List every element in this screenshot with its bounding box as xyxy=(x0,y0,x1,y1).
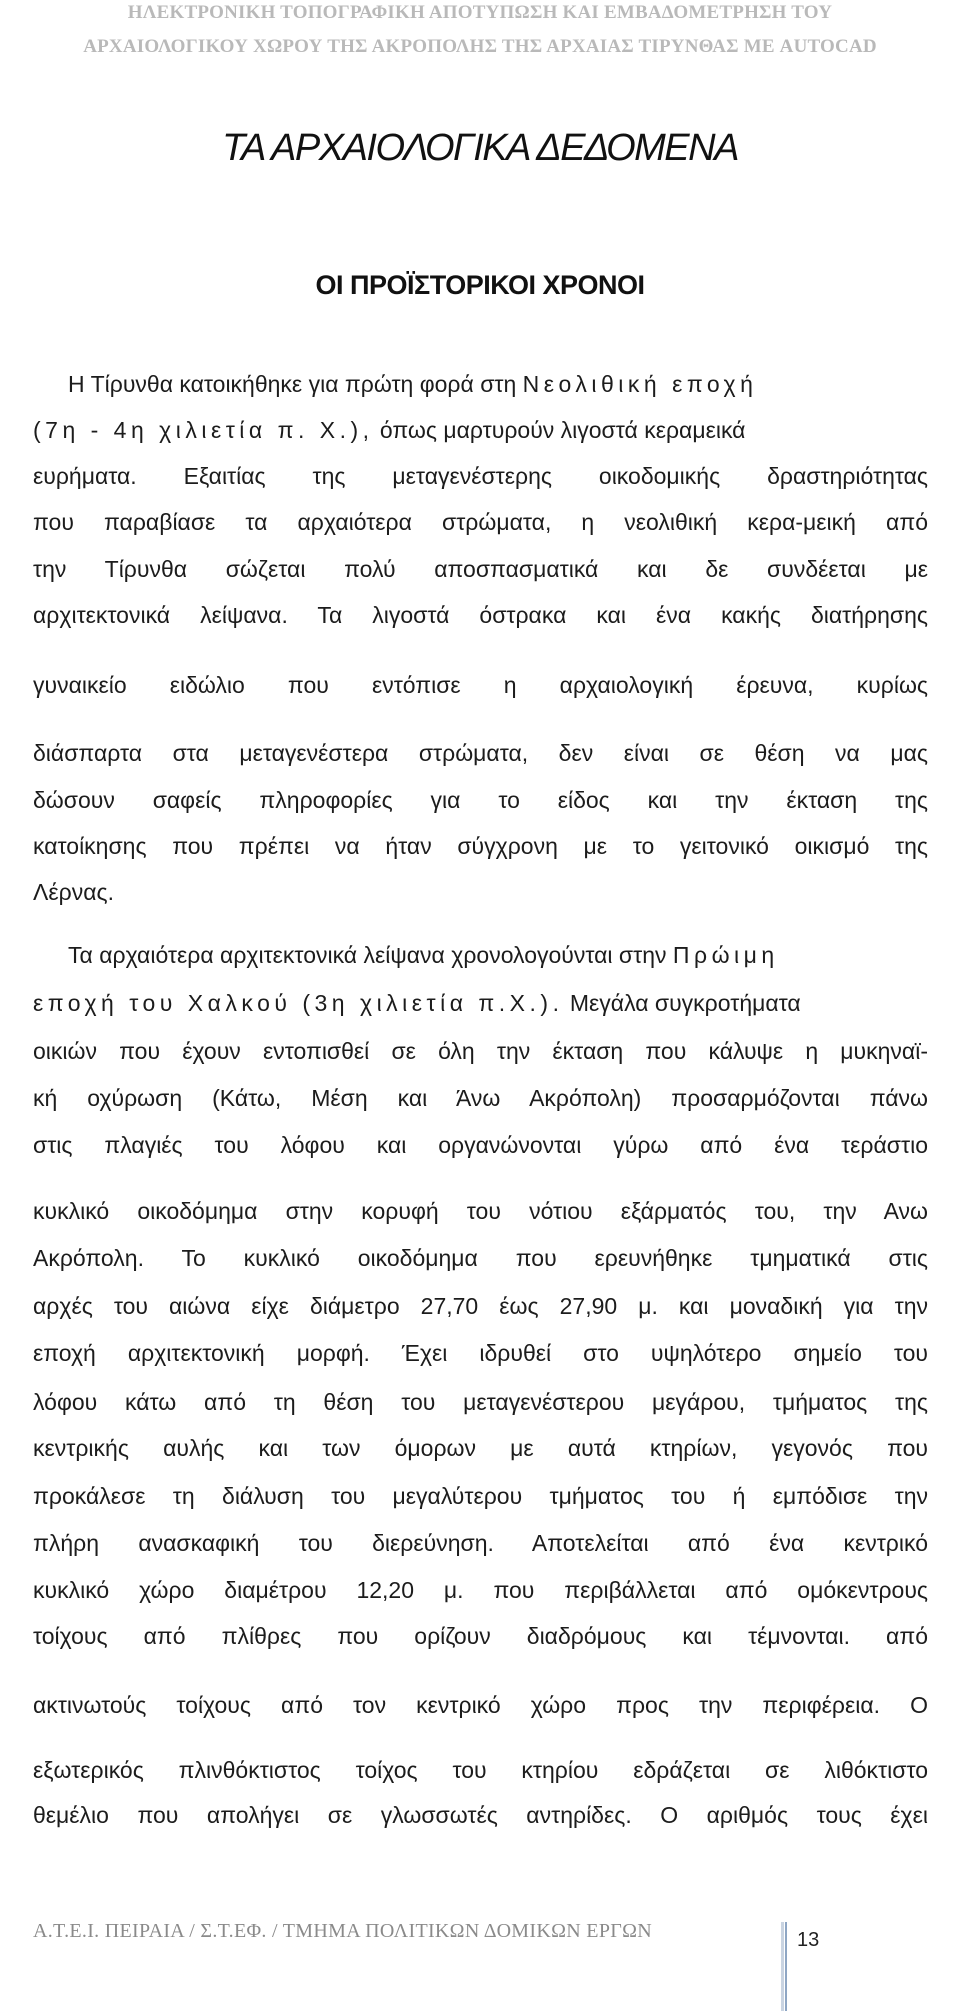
text-run: όπως μαρτυρούν λιγοστά κεραμεικά xyxy=(373,417,746,443)
text-run: Τα αρχαιότερα αρχιτεκτονικά λείψανα χρονολογούνται στην xyxy=(68,942,673,968)
text-run: Μεγάλα συγκροτήματα xyxy=(563,990,801,1016)
spaced-term: εποχή του Χαλκού (3η χιλιετία π.Χ.). xyxy=(33,990,564,1016)
paragraph-line: στις πλαγιές του λόφου και οργανώνονται γύρω από ένα τεράστιο xyxy=(33,1132,928,1158)
paragraph-line: προκάλεσε τη διάλυση του μεγαλύτερου τμήματος του ή εμπόδισε την xyxy=(33,1483,928,1509)
paragraph-line xyxy=(68,370,928,398)
paragraph-line: αρχές του αιώνα είχε διάμετρο 27,70 έως 27,90 μ. και μοναδική για την xyxy=(33,1293,928,1319)
paragraph-line: ευρήματα. Εξαιτίας της μεταγενέστερης οικοδομικής δραστηριότητας xyxy=(33,463,928,489)
paragraph-line: κεντρικής αυλής και των όμορων με αυτά κτηρίων, γεγονός που xyxy=(33,1435,928,1461)
text-run: Η Τίρυνθα κατοικήθηκε για πρώτη φορά στη xyxy=(68,371,523,397)
paragraph-line: κή οχύρωση (Κάτω, Μέση και Άνω Ακρόπολη) προσαρμόζονται πάνω xyxy=(33,1085,928,1111)
footer-divider xyxy=(781,1922,784,2011)
paragraph-line: γυναικείο ειδώλιο που εντόπισε η αρχαιολογική έρευνα, κυρίως xyxy=(33,672,928,698)
section-title: ΟΙ ΠΡΟΪΣΤΟΡΙΚΟΙ ΧΡΟΝΟΙ xyxy=(315,270,645,300)
paragraph-line: κυκλικό οικοδόμημα στην κορυφή του νότιου εξάρματός του, την Ανω xyxy=(33,1198,928,1224)
paragraph-line: τοίχους από πλίθρες που ορίζουν διαδρόμους και τέμνονται. από xyxy=(33,1623,928,1649)
paragraph-line: θεμέλιο που απολήγει σε γλωσσωτές αντηρίδες. Ο αριθμός τους έχει xyxy=(33,1802,928,1828)
paragraph-line xyxy=(33,989,928,1017)
running-header-line-2: ΑΡΧΑΙΟΛΟΓΙΚΟΥ ΧΩΡΟΥ ΤΗΣ ΑΚΡΟΠΟΛΗΣ ΤΗΣ ΑΡΧΑΙΑΣ ΤΙΡΥΝΘΑΣ ΜΕ AUTOCAD xyxy=(83,36,877,57)
paragraph-line: κυκλικό χώρο διαμέτρου 12,20 μ. που περιβάλλεται από ομόκεντρους xyxy=(33,1577,928,1603)
paragraph-line: εξωτερικός πλινθόκτιστος τοίχος του κτηρίου εδράζεται σε λιθόκτιστο xyxy=(33,1757,928,1783)
paragraph-line: ακτινωτούς τοίχους από τον κεντρικό χώρο προς την περιφέρεια. Ο xyxy=(33,1692,928,1718)
paragraph-line: που παραβίασε τα αρχαιότερα στρώματα, η νεολιθική κερα-μεική από xyxy=(33,509,928,535)
paragraph-line: δώσουν σαφείς πληροφορίες για το είδος και την έκταση της xyxy=(33,787,928,813)
spaced-term: Νεολιθική εποχή xyxy=(522,371,758,397)
page-number: 13 xyxy=(797,1929,820,1951)
paragraph-line: οικιών που έχουν εντοπισθεί σε όλη την έκταση που κάλυψε η μυκηναϊ- xyxy=(33,1038,928,1064)
paragraph-line: κατοίκησης που πρέπει να ήταν σύγχρονη με το γειτονικό οικισμό της xyxy=(33,833,928,859)
paragraph-line: Ακρόπολη. Το κυκλικό οικοδόμημα που ερευνήθηκε τμηματικά στις xyxy=(33,1245,928,1271)
paragraph-line: εποχή αρχιτεκτονική μορφή. Έχει ιδρυθεί στο υψηλότερο σημείο του xyxy=(33,1340,928,1366)
paragraph-line: Λέρνας. xyxy=(33,879,114,905)
footer-institution: Α.Τ.Ε.Ι. ΠΕΙΡΑΙΑ / Σ.Τ.ΕΦ. / ΤΜΗΜΑ ΠΟΛΙΤΙΚΩΝ ΔΟΜΙΚΩΝ ΕΡΓΩΝ xyxy=(33,1920,653,1942)
paragraph-line xyxy=(33,416,928,444)
paragraph-line: διάσπαρτα στα μεταγενέστερα στρώματα, δεν είναι σε θέση να μας xyxy=(33,740,928,766)
paragraph-line: λόφου κάτω από τη θέση του μεταγενέστερου μεγάρου, τμήματος της xyxy=(33,1389,928,1415)
spaced-term: Πρώιμη xyxy=(672,942,779,968)
paragraph-line: αρχιτεκτονικά λείψανα. Τα λιγοστά όστρακα και ένα κακής διατήρησης xyxy=(33,602,928,628)
running-header-line-1: ΗΛΕΚΤΡΟΝΙΚΗ ΤΟΠΟΓΡΑΦΙΚΗ ΑΠΟΤΥΠΩΣΗ ΚΑΙ ΕΜΒΑΔΟΜΕΤΡΗΣΗ ΤΟΥ xyxy=(127,2,833,23)
chapter-title: ΤΑ ΑΡΧΑΙΟΛΟΓΙΚΑ ΔΕΔΟΜΕΝΑ xyxy=(222,127,738,169)
paragraph-line: πλήρη ανασκαφική του διερεύνηση. Αποτελείται από ένα κεντρικό xyxy=(33,1530,928,1556)
paragraph-line: την Τίρυνθα σώζεται πολύ αποσπασματικά και δε συνδέεται με xyxy=(33,556,928,582)
spaced-term: (7η - 4η χιλιετία π. Χ.), xyxy=(33,417,374,443)
footer-divider xyxy=(785,1922,787,2011)
paragraph-line xyxy=(68,941,928,969)
